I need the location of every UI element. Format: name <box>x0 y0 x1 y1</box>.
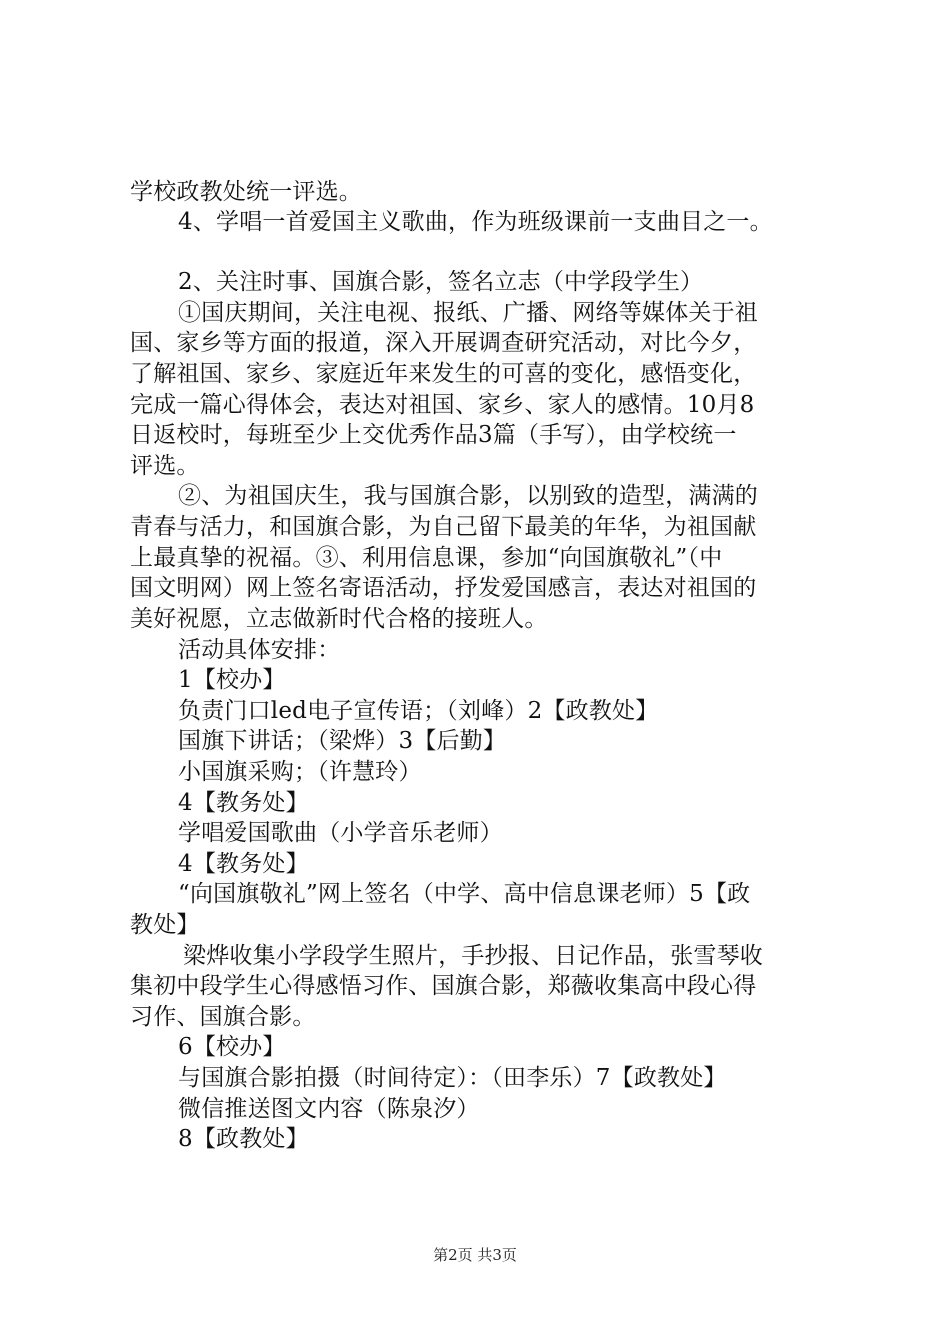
text-line: ②、为祖国庆生，我与国旗合影，以别致的造型，满满的 <box>178 483 758 509</box>
text-line: 教处】 <box>130 912 200 938</box>
text-line: 微信推送图文内容（陈泉汐） <box>178 1096 480 1122</box>
text-line: “向国旗敬礼”网上签名（中学、高中信息课老师）5【政 <box>178 881 751 907</box>
text-line: 国文明网）网上签名寄语活动，抒发爱国感言，表达对祖国的 <box>130 575 757 601</box>
text-line: 4【教务处】 <box>178 790 309 816</box>
text-line: 1【校办】 <box>178 667 286 693</box>
text-line: 了解祖国、家乡、家庭近年来发生的可喜的变化，感悟变化， <box>130 361 757 387</box>
text-line: 梁烨收集小学段学生照片，手抄报、日记作品，张雪琴收 <box>183 943 763 969</box>
text-line: 4、学唱一首爱国主义歌曲，作为班级课前一支曲目之一。 <box>178 209 773 235</box>
text-line: 与国旗合影拍摄（时间待定）：（田李乐）7【政教处】 <box>178 1065 727 1091</box>
section-heading: 2、关注时事、国旗合影，签名立志（中学段学生） <box>178 269 704 295</box>
text-line: 6【校办】 <box>178 1034 286 1060</box>
text-line: 小国旗采购；（许慧玲） <box>178 759 422 785</box>
text-line: 日返校时，每班至少上交优秀作品3篇（手写），由学校统一 <box>130 422 737 448</box>
section-heading: 活动具体安排： <box>178 637 341 663</box>
text-line: 完成一篇心得体会，表达对祖国、家乡、家人的感情。10月8 <box>130 392 755 418</box>
text-line: 4【教务处】 <box>178 851 309 877</box>
text-line: 学唱爱国歌曲（小学音乐老师） <box>178 820 503 846</box>
text-line: 学校政教处统一评选。 <box>130 179 362 205</box>
text-line: 习作、国旗合影。 <box>130 1004 316 1030</box>
text-line: 国旗下讲话；（梁烨）3【后勤】 <box>178 728 507 754</box>
text-line: 青春与活力，和国旗合影，为自己留下最美的年华，为祖国献 <box>130 514 757 540</box>
text-line: 国、家乡等方面的报道，深入开展调查研究活动，对比今夕， <box>130 330 757 356</box>
text-line: 美好祝愿，立志做新时代合格的接班人。 <box>130 606 548 632</box>
text-line: 集初中段学生心得感悟习作、国旗合影，郑薇收集高中段心得 <box>130 973 757 999</box>
text-line: 评选。 <box>130 453 200 479</box>
text-line: 8【政教处】 <box>178 1126 309 1152</box>
text-line: ①国庆期间，关注电视、报纸、广播、网络等媒体关于祖 <box>178 300 758 326</box>
page-number-footer: 第2页 共3页 <box>433 1246 517 1264</box>
text-line: 上最真挚的祝福。③、利用信息课，参加“向国旗敬礼”（中 <box>130 545 723 571</box>
text-line: 负责门口led电子宣传语；（刘峰）2【政教处】 <box>178 698 659 724</box>
